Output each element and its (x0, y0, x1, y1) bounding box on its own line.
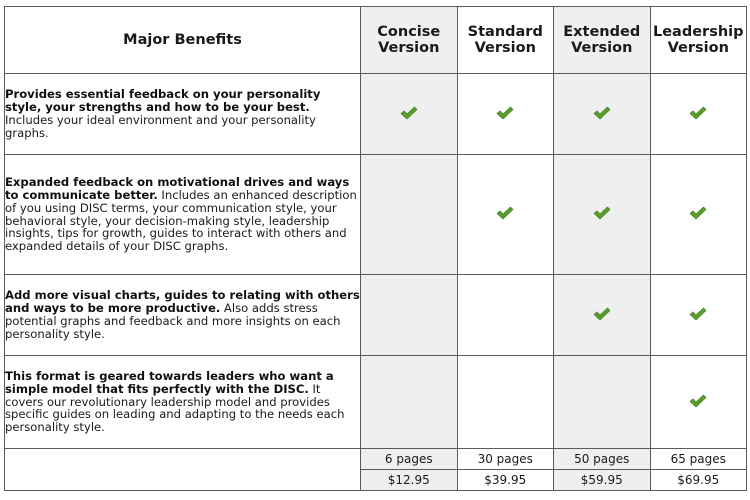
check-cell-standard (457, 275, 554, 356)
check-cell-standard (457, 74, 554, 155)
header-row (5, 7, 747, 74)
version-name: Leadership (652, 24, 744, 40)
page-count: 50 pages (554, 449, 651, 470)
check-cell-concise (361, 356, 458, 449)
benefit-description (5, 74, 361, 155)
blank-cell (5, 449, 361, 491)
check-icon (689, 106, 707, 120)
price: $39.95 (457, 470, 554, 491)
extended-version-header (554, 7, 651, 74)
benefit-bold-text: Provides essential feedback on your personality style, your strengths and how to be your best. (5, 87, 321, 115)
standard-version-header (457, 7, 554, 74)
benefit-bold-text: Add more visual charts, guides to relating with others and ways to be more productive. (5, 288, 360, 316)
version-name: Concise (377, 24, 441, 40)
price: $59.95 (554, 470, 651, 491)
benefit-detail-text: Also adds stress potential graphs and feedback and more insights on each personality style. (5, 301, 341, 341)
comparison-table (4, 6, 747, 491)
check-cell-concise (361, 74, 458, 155)
page-count: 30 pages (457, 449, 554, 470)
check-icon (689, 206, 707, 220)
check-icon (496, 106, 514, 120)
benefit-row (5, 74, 747, 155)
leadership-version-header (650, 7, 747, 74)
check-cell-extended (554, 155, 651, 275)
version-word: Version (571, 40, 633, 56)
price: $69.95 (650, 470, 747, 491)
benefit-bold-text: Expanded feedback on motivational drives and ways to communicate better. (5, 175, 350, 202)
check-icon (689, 307, 707, 321)
check-cell-leadership (650, 74, 747, 155)
check-icon (689, 394, 707, 408)
check-cell-leadership (650, 275, 747, 356)
benefit-bold-text: This format is geared towards leaders who want a simple model that fits perfectly with the DISC. (5, 369, 334, 396)
pages-row (5, 449, 747, 470)
version-name: Extended (563, 24, 641, 40)
major-benefits-header: Major Benefits (5, 7, 361, 74)
benefit-row (5, 356, 747, 449)
check-icon (400, 106, 418, 120)
version-word: Version (378, 40, 440, 56)
benefit-detail-text: Includes your ideal environment and your personality graphs. (5, 113, 316, 140)
page-count: 65 pages (650, 449, 747, 470)
check-icon (496, 206, 514, 220)
concise-version-header (361, 7, 458, 74)
check-cell-standard (457, 356, 554, 449)
check-icon (593, 206, 611, 220)
benefit-description (5, 356, 361, 449)
check-cell-leadership (650, 155, 747, 275)
benefit-row (5, 155, 747, 275)
benefit-description (5, 275, 361, 356)
check-cell-extended (554, 74, 651, 155)
check-cell-extended (554, 356, 651, 449)
benefit-description (5, 155, 361, 275)
benefit-row (5, 275, 747, 356)
benefit-detail-text: Includes an enhanced description of you using DISC terms, your communication style, your behavioral style, your decision-making style, leadership insights, tips for growth, guides to interact with others and expanded details of your DISC graphs. (5, 187, 357, 254)
version-word: Version (667, 40, 729, 56)
page-count: 6 pages (361, 449, 458, 470)
check-cell-concise (361, 275, 458, 356)
check-icon (593, 307, 611, 321)
check-icon (593, 106, 611, 120)
check-cell-leadership (650, 356, 747, 449)
check-cell-extended (554, 275, 651, 356)
benefit-detail-text: It covers our revolutionary leadership model and provides specific guides on leading and adapting to the needs each personality style. (5, 381, 345, 435)
price: $12.95 (361, 470, 458, 491)
version-word: Version (474, 40, 536, 56)
check-cell-concise (361, 155, 458, 275)
check-cell-standard (457, 155, 554, 275)
version-name: Standard (467, 24, 543, 40)
